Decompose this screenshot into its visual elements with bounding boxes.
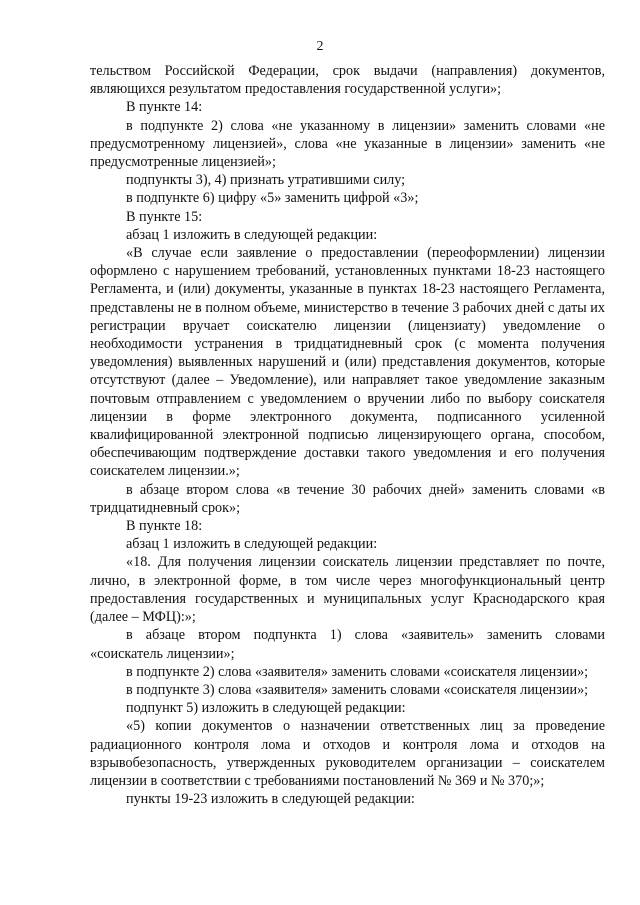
paragraph: пункты 19-23 изложить в следующей редакции: — [126, 791, 415, 808]
paragraph: в подпункте 6) цифру «5» заменить цифрой «3»; — [126, 190, 419, 207]
paragraph: в абзаце втором слова «в течение 30 рабочих дней» заменить словами «в тридцатидневный срок»; — [90, 481, 605, 516]
paragraph: подпункты 3), 4) признать утратившими силу; — [126, 172, 406, 189]
page-number: 2 — [316, 39, 324, 54]
paragraph: в абзаце втором подпункта 1) слова «заявитель» заменить словами «соискатель лицензии»; — [90, 627, 605, 662]
paragraph: в подпункте 3) слова «заявителя» заменить словами «соискателя лицензии»; — [126, 681, 589, 698]
paragraph: В пункте 18: — [126, 518, 203, 535]
paragraph: абзац 1 изложить в следующей редакции: — [126, 226, 378, 243]
paragraph: в подпункте 2) слова «не указанному в лицензии» заменить словами «не предусмотренному лицензией», слова «не указанные в лицензии» заменить «не предусмотренные лицензией»; — [90, 117, 605, 171]
paragraph: «В случае если заявление о предоставлении (переоформлении) лицензии оформлено с нарушением требований, установленных пунктами 18-23 настоящего Регламента, и (или) документы, указанные в пунктах 18-23 настоящего Регламента, представлены не в полном объеме, министерство в течение 3 рабочих дней с даты их регистрации вручает соискателю лицензии (лицензиату) уведомление о необходимости устранения в тридцатидневный срок (с момента получения уведомления) выявленных нарушений и (или) представления документов, которые отсутствуют (далее – Уведомление), или направляет такое уведомление заказным почтовым отправлением с уведомлением о вручении либо по выбору соискателя лицензии в форме электронного документа, подписанного усиленной квалифицированной электронной подписью лицензирующего органа, способом, обеспечивающим подтверждение доставки такого уведомления и его получения соискателем лицензии.»; — [90, 245, 605, 480]
paragraph: «18. Для получения лицензии соискатель лицензии представляет по почте, лично, в электронной форме, в том числе через многофункциональный центр предоставления государственных и муниципальных услуг Краснодарского края (далее – МФЦ):»; — [90, 554, 605, 626]
paragraph: в подпункте 2) слова «заявителя» заменить словами «соискателя лицензии»; — [126, 663, 589, 680]
paragraph: абзац 1 изложить в следующей редакции: — [126, 536, 378, 553]
paragraph: В пункте 14: — [126, 99, 203, 116]
paragraph: «5) копии документов о назначении ответственных лиц за проведение радиационного контроля лома и отходов и контроля лома и отходов на взрывобезопасность, утвержденных руководителем организации – соискателем лицензии в соответствии с требованиями постановлений № 369 и № 370;»; — [90, 718, 605, 789]
document-body — [90, 62, 605, 808]
paragraph: тельством Российской Федерации, срок выдачи (направления) документов, являющихся результатом предоставления государственной услуги»; — [90, 63, 605, 98]
paragraph: подпункт 5) изложить в следующей редакции: — [126, 700, 406, 717]
paragraph: В пункте 15: — [126, 208, 203, 225]
